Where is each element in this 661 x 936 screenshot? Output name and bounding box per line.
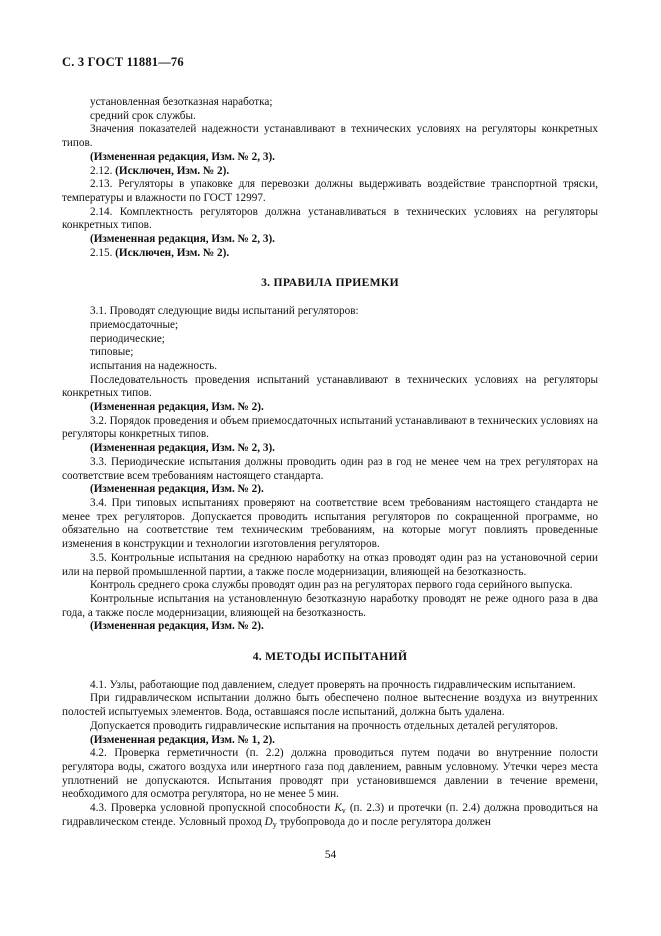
subscript: v [341,806,346,816]
revision-note: (Исключен, Изм. № 2). [115,164,230,177]
section-title: 4. МЕТОДЫ ИСПЫТАНИЙ [252,650,408,664]
paragraph: 2.14. Комплектность регуляторов должна устанавливаться в технических условиях на регуляторы конкретных типов. [62,205,598,232]
revision-note: (Измененная редакция, Изм. № 2). [90,620,264,633]
paragraph: Значения показателей надежности устанавливают в технических условиях на регуляторы конкретных типов. [62,123,598,150]
page-number: 54 [324,849,337,861]
paragraph: 4.1. Узлы, работающие под давлением, следует проверять на прочность гидравлическим испытанием. [90,678,576,691]
revision-note: (Измененная редакция, Изм. № 2, 3). [90,233,275,246]
paragraph: Контрольные испытания на установленную безотказную наработку проводят не реже одного раза в два года, а также после модернизации, влияющей на безотказность. [62,592,598,619]
text-run: (п. 2.3) и протечки (п. 2.4) должна проводиться на гидравлическом стенде. Условный проход [62,802,598,828]
paragraph: Контроль среднего срока службы проводят один раз на регуляторах первого года серийного выпуска. [90,579,573,592]
paragraph: Допускается проводить гидравлические испытания на прочность отдельных деталей регуляторов. [90,719,558,732]
paragraph: При гидравлическом испытании должно быть обеспечено полное вытеснение воздуха из внутренних полостей испытуемых элементов. Вода, оставшаяся после испытаний, должна быть удалена. [62,692,598,719]
paragraph [62,165,598,179]
revision-note: (Исключен, Изм. № 2). [115,246,230,259]
clause-number: 2.15. [90,246,113,259]
paragraph: 3.1. Проводят следующие виды испытаний регуляторов: [90,305,359,318]
paragraph: 3.2. Порядок проведения и объем приемосдаточных испытаний устанавливают в технических условиях на регуляторы конкретных типов. [62,414,599,441]
list-item: испытания на надежность. [90,359,218,372]
paragraph [62,247,598,261]
paragraph: установленная безотказная наработка; [90,96,273,108]
revision-note: (Измененная редакция, Изм. № 2, 3). [90,442,275,455]
paragraph: 3.5. Контрольные испытания на среднюю наработку на отказ проводят один раз на установочной серии или на первой промышленной партии, а также после модернизации, влияющей на безотказность. [62,551,598,578]
clause-number: 2.12. [90,164,113,177]
paragraph: средний срок службы. [90,109,196,122]
list-item: типовые; [90,346,134,359]
paragraph: 2.13. Регуляторы в упаковке для перевозки должны выдерживать воздействие транспортной тряски, температуры и влажности по ГОСТ 12997. [62,178,598,204]
text-run: 4.3. Проверка условной пропускной способности [90,802,335,815]
section-title: 3. ПРАВИЛА ПРИЕМКИ [261,276,399,290]
revision-note: (Измененная редакция, Изм. № 1, 2). [90,733,275,746]
list-item: периодические; [90,332,165,345]
page-header: С. 3 ГОСТ 11881—76 [62,55,184,69]
revision-note: (Измененная редакция, Изм. № 2). [90,401,264,414]
paragraph: Последовательность проведения испытаний устанавливают в технических условиях на регуляторы конкретных типов. [62,373,598,400]
paragraph: 4.2. Проверка герметичности (п. 2.2) должна проводиться путем подачи во внутренние полости регулятора воды, сжатого воздуха или инертного газа под давлением, равным условному. Утечки через места уплотнений не допускаются. Испытания проводят при установившемся давлении в течение времени, необходимого для осмотра регулятора, но не менее 5 мин. [62,747,598,801]
paragraph [62,802,598,829]
symbol-k: K [334,802,342,815]
symbol-d: D [264,815,273,828]
paragraph: 3.3. Периодические испытания должны проводить один раз в год не менее чем на трех регуляторах на соответствие всем требованиям настоящего стандарта. [62,455,598,482]
revision-note: (Измененная редакция, Изм. № 2). [90,483,264,496]
subscript: y [272,819,277,829]
paragraph: 3.4. При типовых испытаниях проверяют на соответствие всем требованиям настоящего стандарта не менее трех регуляторов. Допускается проводить испытания регуляторов по сокращенной программе, но обязательно на соответствие тем техническим требованиям, на которые могут повлиять проведенные изменения в конструкции и технологии изготовления регуляторов. [62,496,598,551]
text-run: трубопровода до и после регулятора должен [276,815,491,828]
list-item: приемосдаточные; [90,318,179,331]
document-body [62,96,598,829]
revision-note: (Измененная редакция, Изм. № 2, 3). [90,150,275,163]
